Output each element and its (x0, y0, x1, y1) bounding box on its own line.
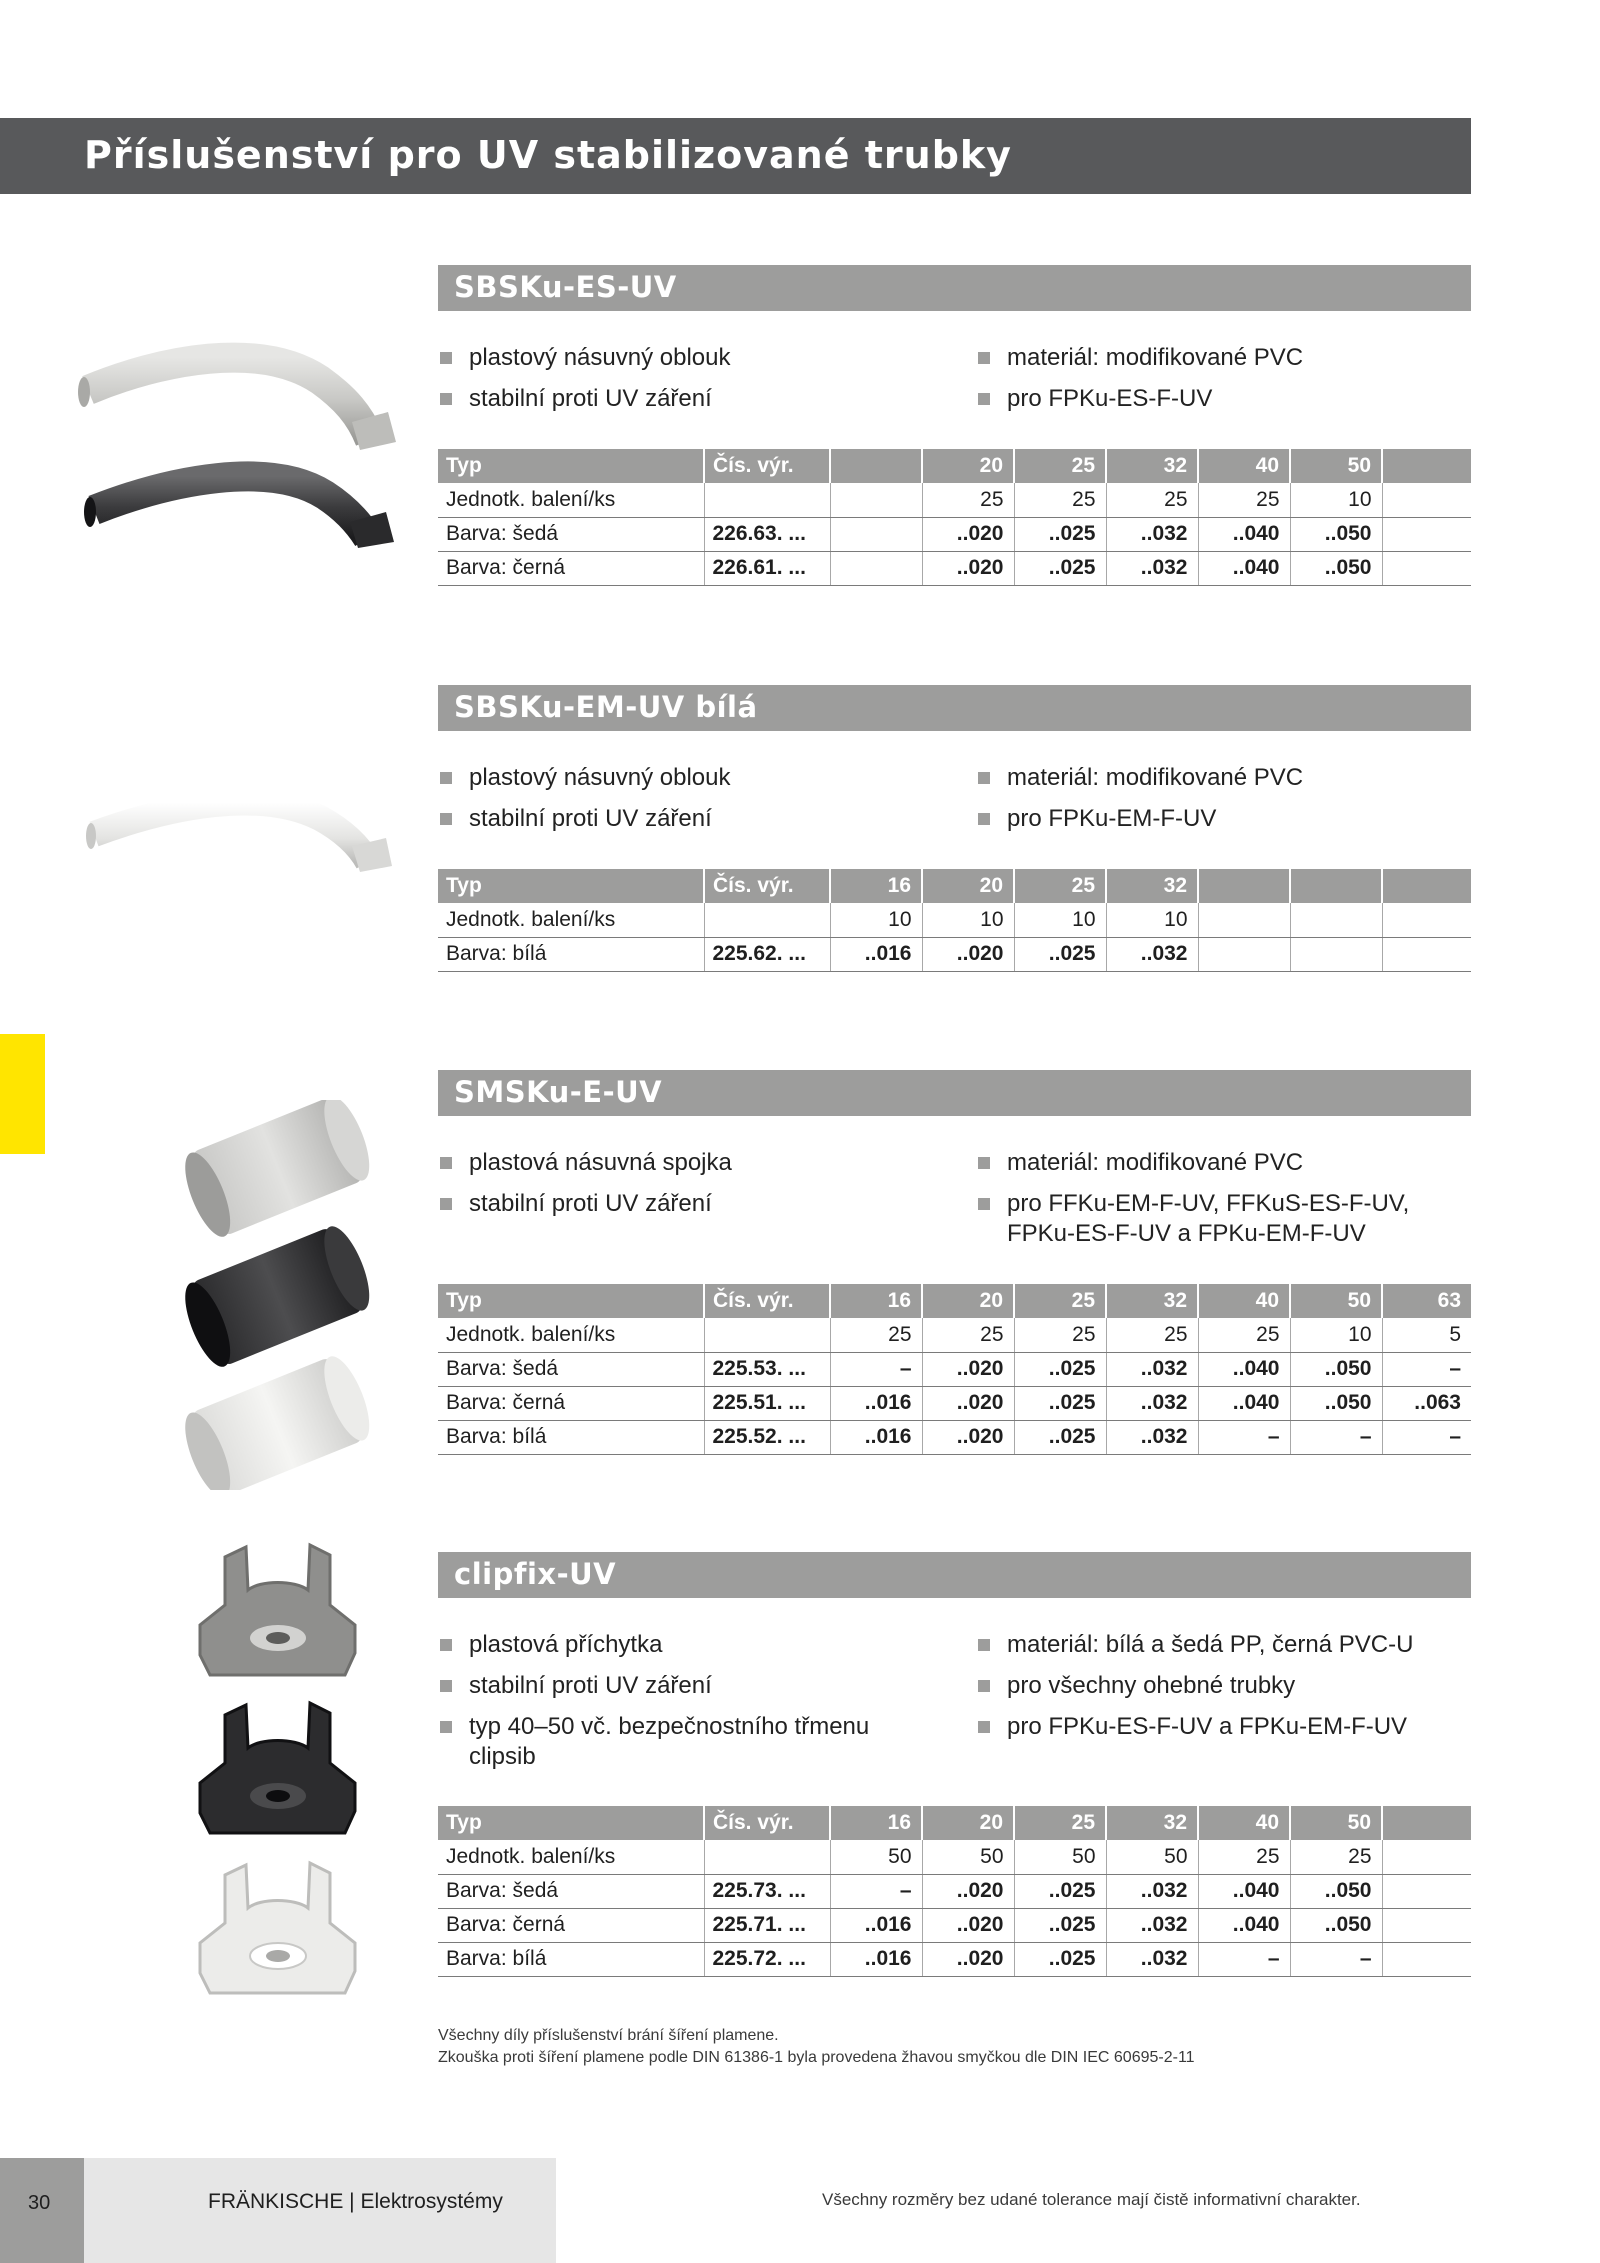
table-row (438, 1942, 1471, 1976)
table-header-row (438, 869, 1471, 903)
feature-item: pro FPKu-ES-F-UV a FPKu-EM-F-UV (976, 1712, 1471, 1742)
table-cell (704, 1840, 830, 1874)
section-heading: SMSKu-E-UV (454, 1075, 663, 1109)
table-header-cell: 50 (1290, 449, 1382, 483)
table-cell (830, 517, 922, 551)
spec-table (438, 1284, 1471, 1455)
section-heading-bar (438, 1552, 1471, 1598)
table-cell: 10 (1290, 1318, 1382, 1352)
table-row (438, 1908, 1471, 1942)
table-row (438, 517, 1471, 551)
section-heading: clipfix-UV (454, 1557, 617, 1591)
table-cell: – (1290, 1942, 1382, 1976)
table-cell: ..032 (1106, 1420, 1198, 1454)
table-cell: ..025 (1014, 517, 1106, 551)
table-cell: ..032 (1106, 517, 1198, 551)
table-row (438, 551, 1471, 585)
feature-list-right (976, 343, 1303, 425)
table-cell: ..050 (1290, 551, 1382, 585)
table-header-cell: 20 (922, 449, 1014, 483)
table-header-cell: 25 (1014, 869, 1106, 903)
table-cell (1290, 903, 1382, 937)
table-cell: ..020 (922, 551, 1014, 585)
table-cell: 25 (922, 1318, 1014, 1352)
table-cell: 25 (1290, 1840, 1382, 1874)
table-header-cell: Typ (438, 869, 704, 903)
table-header-cell: 16 (830, 1806, 922, 1840)
table-row (438, 1386, 1471, 1420)
table-header-cell: 20 (922, 1806, 1014, 1840)
table-cell: ..050 (1290, 1352, 1382, 1386)
table-cell: Barva: bílá (438, 1942, 704, 1976)
feature-item: stabilní proti UV záření (438, 804, 731, 834)
table-cell: Barva: černá (438, 551, 704, 585)
table-row (438, 1352, 1471, 1386)
table-cell: – (1198, 1942, 1290, 1976)
table-cell: ..032 (1106, 1352, 1198, 1386)
table-header-cell: 16 (830, 1284, 922, 1318)
table-cell (1382, 1908, 1471, 1942)
feature-list-right (976, 1630, 1471, 1753)
table-cell: Jednotk. balení/ks (438, 1318, 704, 1352)
product-photo-clipfix-uv (180, 1535, 380, 2015)
footnotes (438, 2025, 1195, 2069)
table-header-cell (1382, 449, 1471, 483)
spec-table (438, 449, 1471, 586)
feature-item: stabilní proti UV záření (438, 1189, 732, 1219)
table-cell: – (1198, 1420, 1290, 1454)
table-cell (704, 483, 830, 517)
table-cell: 225.72. ... (704, 1942, 830, 1976)
table-cell (1382, 517, 1471, 551)
table-cell: 50 (830, 1840, 922, 1874)
product-photo-sbsku-es-uv (70, 330, 400, 550)
table-cell: 225.62. ... (704, 937, 830, 971)
table-header-cell: 32 (1106, 1806, 1198, 1840)
table-header-cell (1382, 869, 1471, 903)
table-cell (1382, 483, 1471, 517)
table-cell (1290, 937, 1382, 971)
table-header-cell: Typ (438, 449, 704, 483)
table-header-cell: Typ (438, 1284, 704, 1318)
feature-item: pro všechny ohebné trubky (976, 1671, 1471, 1701)
table-header-row (438, 449, 1471, 483)
page-title-bar (0, 118, 1471, 194)
feature-item: materiál: modifikované PVC (976, 1148, 1471, 1178)
table-header-cell: 50 (1290, 1806, 1382, 1840)
table-cell: 226.63. ... (704, 517, 830, 551)
table-cell: 225.52. ... (704, 1420, 830, 1454)
table-cell: ..050 (1290, 1386, 1382, 1420)
feature-item: pro FPKu-ES-F-UV (976, 384, 1303, 414)
table-cell: Barva: šedá (438, 517, 704, 551)
page-number-box (0, 2158, 84, 2263)
table-cell: 25 (1014, 1318, 1106, 1352)
table-header-cell (1382, 1806, 1471, 1840)
table-row (438, 937, 1471, 971)
section-sbsku-es-uv (438, 265, 1471, 579)
table-cell: ..025 (1014, 1874, 1106, 1908)
table-row (438, 1318, 1471, 1352)
feature-item: plastový násuvný oblouk (438, 343, 731, 373)
table-header-cell: 40 (1198, 1284, 1290, 1318)
table-cell: 10 (1106, 903, 1198, 937)
table-cell: 10 (922, 903, 1014, 937)
feature-item: materiál: modifikované PVC (976, 763, 1303, 793)
feature-item: plastová násuvná spojka (438, 1148, 732, 1178)
table-cell: – (1290, 1420, 1382, 1454)
table-cell: ..016 (830, 1908, 922, 1942)
table-cell: 25 (1014, 483, 1106, 517)
table-cell: ..020 (922, 1420, 1014, 1454)
table-cell: ..050 (1290, 1874, 1382, 1908)
table-cell: 226.61. ... (704, 551, 830, 585)
table-cell: 10 (1014, 903, 1106, 937)
table-cell (830, 551, 922, 585)
table-cell: ..016 (830, 1386, 922, 1420)
table-cell: 10 (1290, 483, 1382, 517)
table-row (438, 1840, 1471, 1874)
table-header-cell: 63 (1382, 1284, 1471, 1318)
table-cell: ..016 (830, 1942, 922, 1976)
feature-item: pro FFKu-EM-F-UV, FFKuS-ES-F-UV, FPKu-ES-F-UV a FPKu-EM-F-UV (976, 1189, 1471, 1249)
table-cell (1382, 903, 1471, 937)
table-header-cell: 16 (830, 869, 922, 903)
table-cell: Barva: bílá (438, 937, 704, 971)
table-cell: ..040 (1198, 1352, 1290, 1386)
table-cell: 10 (830, 903, 922, 937)
feature-list-left (438, 1148, 732, 1230)
table-header-cell: Čís. výr. (704, 449, 830, 483)
feature-item: pro FPKu-EM-F-UV (976, 804, 1303, 834)
table-cell: ..020 (922, 1352, 1014, 1386)
table-header-cell: 25 (1014, 449, 1106, 483)
table-cell: Barva: černá (438, 1386, 704, 1420)
table-header-cell: Čís. výr. (704, 1806, 830, 1840)
feature-item: stabilní proti UV záření (438, 1671, 908, 1701)
feature-item: plastová příchytka (438, 1630, 908, 1660)
table-cell (830, 483, 922, 517)
table-cell: Barva: bílá (438, 1420, 704, 1454)
table-header-cell (1290, 869, 1382, 903)
table-cell: Barva: šedá (438, 1874, 704, 1908)
table-cell: – (1382, 1352, 1471, 1386)
table-cell: 25 (1198, 483, 1290, 517)
table-cell (1198, 937, 1290, 971)
table-cell: ..016 (830, 1420, 922, 1454)
table-cell (1382, 1840, 1471, 1874)
table-cell: ..032 (1106, 551, 1198, 585)
feature-item: materiál: modifikované PVC (976, 343, 1303, 373)
table-header-cell: 40 (1198, 1806, 1290, 1840)
table-cell: Barva: šedá (438, 1352, 704, 1386)
brand-name: FRÄNKISCHE | Elektrosystémy (208, 2190, 503, 2213)
table-header-cell: Typ (438, 1806, 704, 1840)
table-row (438, 483, 1471, 517)
table-cell: ..032 (1106, 937, 1198, 971)
table-cell: 5 (1382, 1318, 1471, 1352)
table-cell: Jednotk. balení/ks (438, 483, 704, 517)
section-sbsku-em-uv (438, 685, 1471, 965)
table-cell (704, 1318, 830, 1352)
table-cell: ..020 (922, 1942, 1014, 1976)
section-heading-bar (438, 265, 1471, 311)
page-title: Příslušenství pro UV stabilizované trubky (84, 133, 1012, 177)
table-cell (1382, 1874, 1471, 1908)
footnote-line: Zkouška proti šíření plamene podle DIN 61386-1 byla provedena žhavou smyčkou dle DIN IEC 60695-2-11 (438, 2049, 1195, 2066)
table-header-cell: 32 (1106, 449, 1198, 483)
section-clipfix-uv (438, 1552, 1471, 1970)
table-row (438, 1420, 1471, 1454)
table-cell: ..032 (1106, 1942, 1198, 1976)
table-cell: ..020 (922, 937, 1014, 971)
feature-list-right (976, 763, 1303, 845)
table-cell: ..032 (1106, 1386, 1198, 1420)
table-cell: 225.71. ... (704, 1908, 830, 1942)
table-header-cell (1198, 869, 1290, 903)
table-header-row (438, 1284, 1471, 1318)
table-cell (1382, 1942, 1471, 1976)
table-cell: ..025 (1014, 937, 1106, 971)
table-cell (1382, 937, 1471, 971)
table-cell: ..040 (1198, 517, 1290, 551)
table-cell: ..016 (830, 937, 922, 971)
table-cell: ..050 (1290, 1908, 1382, 1942)
table-cell (1198, 903, 1290, 937)
table-cell: 25 (922, 483, 1014, 517)
table-cell: ..040 (1198, 1874, 1290, 1908)
table-cell: ..025 (1014, 1386, 1106, 1420)
table-cell: ..025 (1014, 1352, 1106, 1386)
table-header-cell: 25 (1014, 1284, 1106, 1318)
table-cell: 225.53. ... (704, 1352, 830, 1386)
footer-disclaimer: Všechny rozměry bez udané tolerance mají čistě informativní charakter. (822, 2190, 1361, 2209)
table-cell: ..063 (1382, 1386, 1471, 1420)
section-heading: SBSKu-EM-UV bílá (454, 690, 758, 724)
table-cell: 225.73. ... (704, 1874, 830, 1908)
feature-item: stabilní proti UV záření (438, 384, 731, 414)
table-cell: Barva: černá (438, 1908, 704, 1942)
section-heading-bar (438, 685, 1471, 731)
table-cell: 25 (830, 1318, 922, 1352)
table-cell: ..032 (1106, 1908, 1198, 1942)
table-cell: – (1382, 1420, 1471, 1454)
section-heading-bar (438, 1070, 1471, 1116)
table-cell: ..040 (1198, 551, 1290, 585)
table-cell: ..050 (1290, 517, 1382, 551)
table-cell: ..032 (1106, 1874, 1198, 1908)
table-cell (704, 903, 830, 937)
table-cell: 25 (1198, 1840, 1290, 1874)
feature-list-left (438, 343, 731, 425)
table-cell: 25 (1106, 1318, 1198, 1352)
table-header-cell: 32 (1106, 1284, 1198, 1318)
table-header-row (438, 1806, 1471, 1840)
table-cell: 50 (1014, 1840, 1106, 1874)
table-cell: 50 (1106, 1840, 1198, 1874)
table-cell: – (830, 1874, 922, 1908)
table-cell: ..025 (1014, 1420, 1106, 1454)
table-cell: 25 (1106, 483, 1198, 517)
table-cell: ..025 (1014, 1908, 1106, 1942)
feature-item: plastový násuvný oblouk (438, 763, 731, 793)
chapter-marker (0, 1034, 45, 1154)
table-cell: ..025 (1014, 1942, 1106, 1976)
table-header-cell (830, 449, 922, 483)
table-cell: 225.51. ... (704, 1386, 830, 1420)
table-header-cell: 25 (1014, 1806, 1106, 1840)
feature-list-left (438, 763, 731, 845)
table-cell: Jednotk. balení/ks (438, 903, 704, 937)
table-cell: ..025 (1014, 551, 1106, 585)
table-cell: Jednotk. balení/ks (438, 1840, 704, 1874)
table-cell: – (830, 1352, 922, 1386)
table-header-cell: 32 (1106, 869, 1198, 903)
feature-item: materiál: bílá a šedá PP, černá PVC-U (976, 1630, 1471, 1660)
section-heading: SBSKu-ES-UV (454, 270, 677, 304)
table-cell: 25 (1198, 1318, 1290, 1352)
feature-list-left (438, 1630, 908, 1783)
table-row (438, 903, 1471, 937)
page-number: 30 (28, 2192, 51, 2214)
spec-table (438, 869, 1471, 972)
table-cell: ..040 (1198, 1908, 1290, 1942)
table-header-cell: 20 (922, 869, 1014, 903)
table-header-cell: 20 (922, 1284, 1014, 1318)
footer-brand-box (84, 2158, 556, 2263)
feature-list-right (976, 1148, 1471, 1260)
product-photo-smsku-e-uv (165, 1100, 395, 1490)
table-cell: ..040 (1198, 1386, 1290, 1420)
table-cell: ..020 (922, 517, 1014, 551)
table-cell: ..020 (922, 1874, 1014, 1908)
feature-item: typ 40–50 vč. bezpečnostního třmenu clipsib (438, 1712, 908, 1772)
product-photo-sbsku-em-uv (80, 770, 400, 880)
table-cell: ..020 (922, 1908, 1014, 1942)
table-header-cell: 40 (1198, 449, 1290, 483)
spec-table (438, 1806, 1471, 1977)
table-header-cell: 50 (1290, 1284, 1382, 1318)
table-header-cell: Čís. výr. (704, 869, 830, 903)
section-smsku-e-uv (438, 1070, 1471, 1448)
footnote-line: Všechny díly příslušenství brání šíření plamene. (438, 2027, 779, 2044)
table-cell (1382, 551, 1471, 585)
table-cell: ..020 (922, 1386, 1014, 1420)
table-row (438, 1874, 1471, 1908)
table-header-cell: Čís. výr. (704, 1284, 830, 1318)
table-cell: 50 (922, 1840, 1014, 1874)
